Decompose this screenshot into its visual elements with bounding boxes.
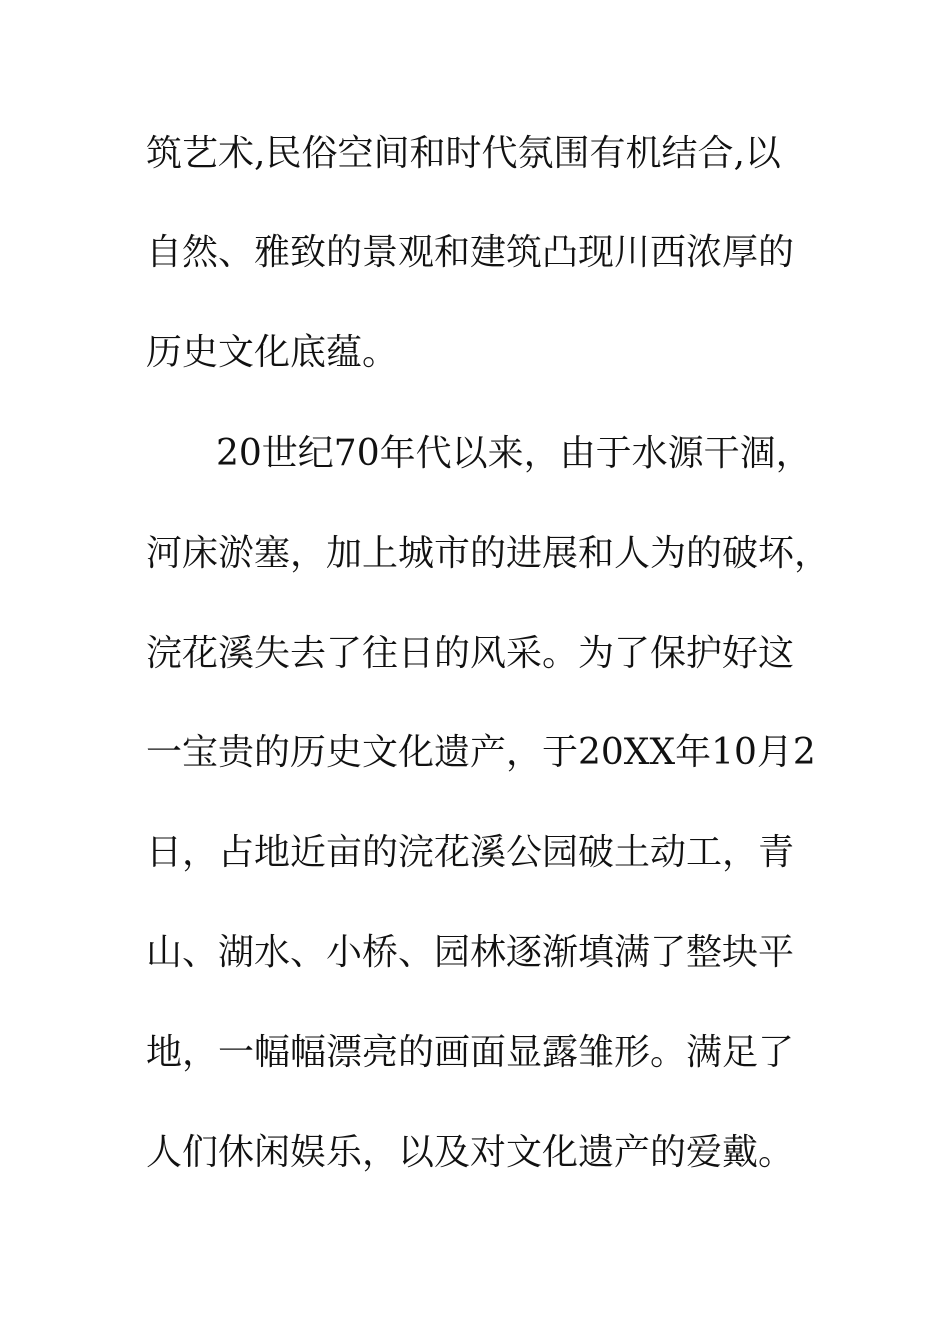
paragraph-line: 日，占地近亩的浣花溪公园破土动工，青	[146, 832, 795, 873]
paragraph-line: 历史文化底蕴。	[146, 332, 399, 373]
paragraph-line: 地，一幅幅漂亮的画面显露雏形。满足了	[146, 1032, 795, 1073]
paragraph-line: 自然、雅致的景观和建筑凸现川西浓厚的	[146, 232, 795, 273]
paragraph-line: 一宝贵的历史文化遗产，于20XX年10月2	[146, 732, 816, 773]
paragraph-line: 20世纪70年代以来，由于水源干涸，	[216, 433, 812, 474]
paragraph-line: 浣花溪失去了往日的风采。为了保护好这	[146, 633, 795, 674]
paragraph-line: 人们休闲娱乐，以及对文化遗产的爱戴。	[146, 1132, 795, 1173]
paragraph-line: 筑艺术,民俗空间和时代氛围有机结合,以	[146, 133, 781, 174]
paragraph-line: 山、湖水、小桥、园林逐渐填满了整块平	[146, 932, 795, 973]
paragraph-line: 河床淤塞，加上城市的进展和人为的破坏，	[146, 533, 831, 574]
